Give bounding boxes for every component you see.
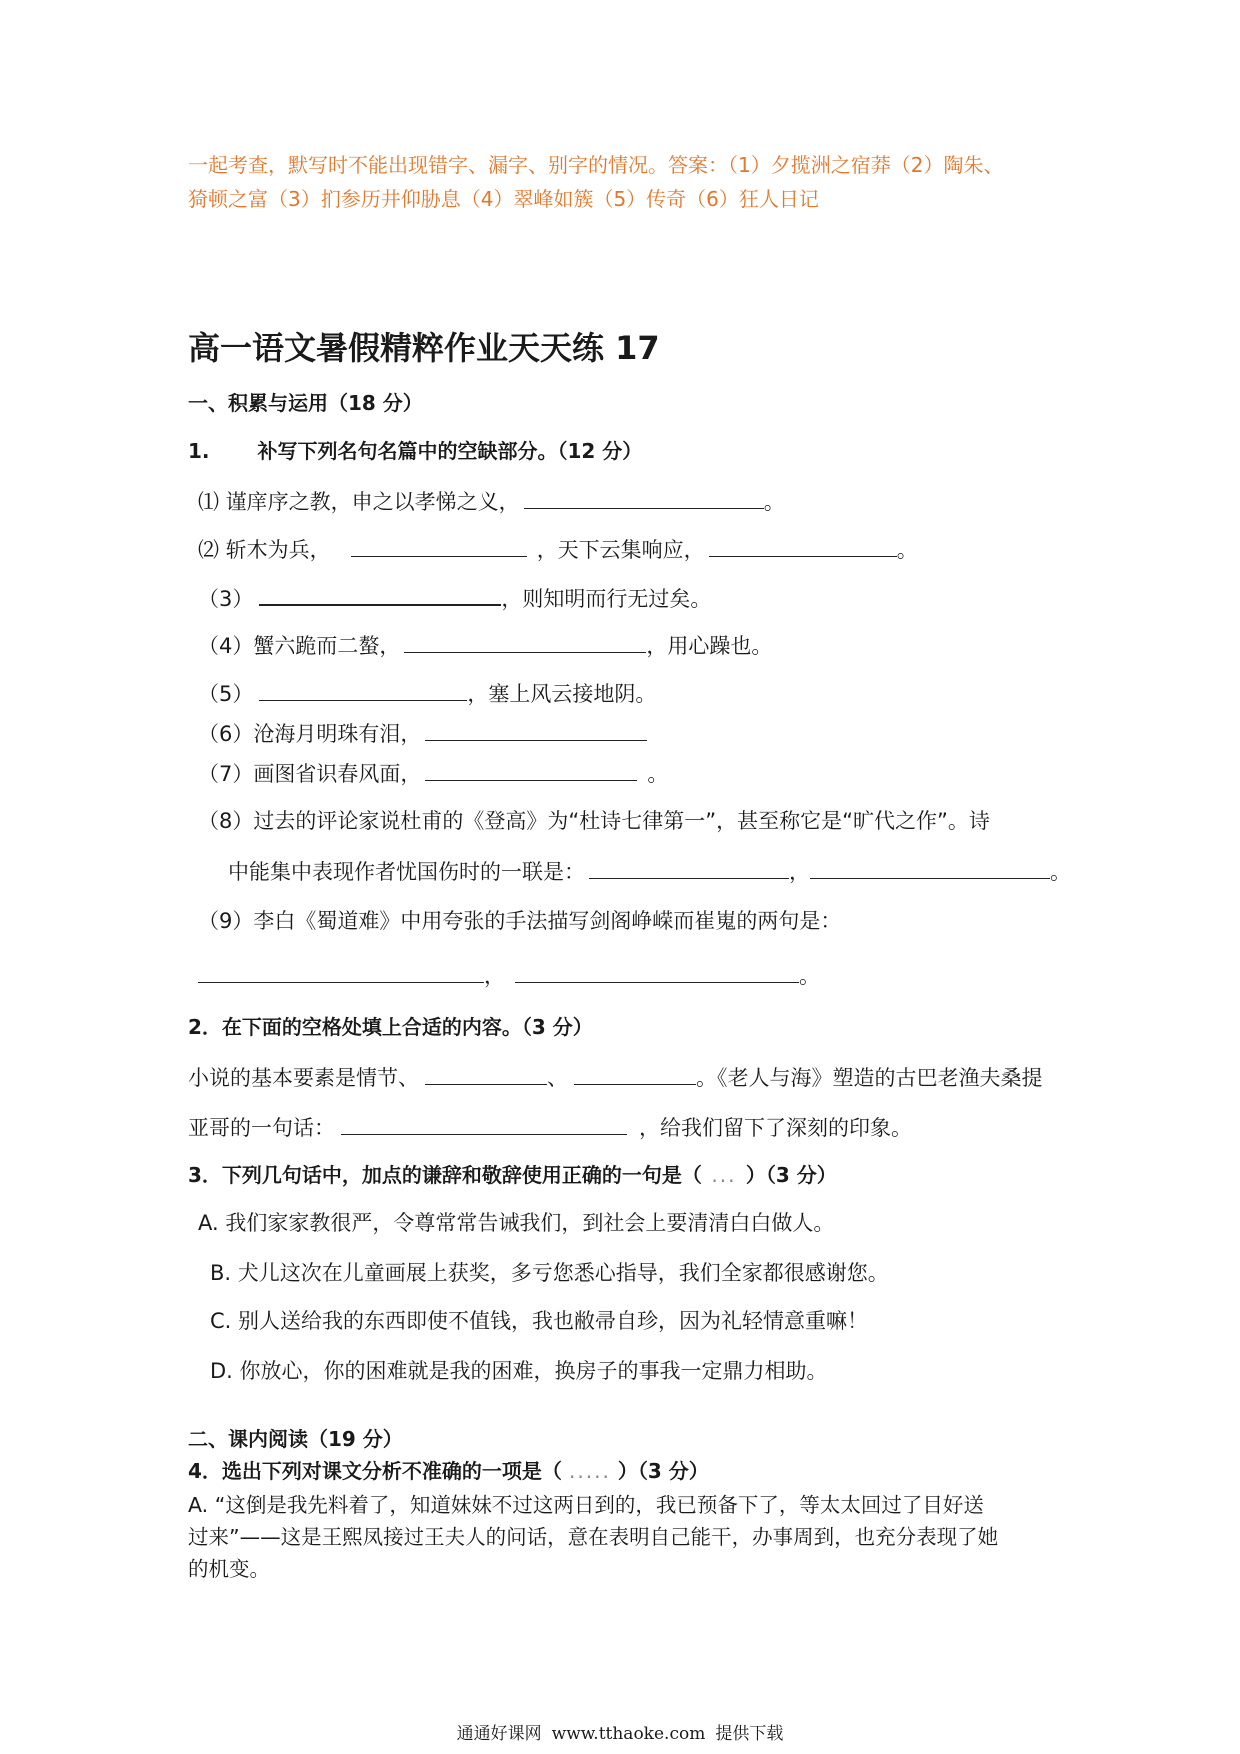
q1-item-8-line-2 bbox=[228, 856, 1071, 887]
q1-item-6-text: （6）沧海月明珠有泪， bbox=[198, 722, 422, 746]
q1-item-4-blank[interactable] bbox=[404, 630, 646, 653]
q1-item-2-mid: ，天下云集响应， bbox=[536, 538, 705, 562]
question-3-stem bbox=[188, 1160, 837, 1190]
question-2-stem: 2．在下面的空格处填上合适的内容。（3 分） bbox=[188, 1015, 593, 1039]
page-title: 高一语文暑假精粹作业天天练 17 bbox=[188, 329, 660, 367]
q2-line-1-end: 。《老人与海》塑造的古巴老渔夫桑提 bbox=[696, 1066, 1043, 1090]
q1-item-9-blank-2[interactable] bbox=[515, 960, 799, 983]
q1-item-2-blank-2[interactable] bbox=[709, 534, 897, 557]
q1-item-7-text: （7）画图省识春风面， bbox=[198, 762, 422, 786]
q2-blank-3[interactable] bbox=[341, 1112, 627, 1135]
question-3-answer-slot[interactable]: ... bbox=[711, 1163, 737, 1187]
q1-item-5-blank[interactable] bbox=[259, 678, 467, 701]
q2-blank-1[interactable] bbox=[425, 1062, 547, 1085]
q1-item-5-text: ，塞上风云接地阴。 bbox=[467, 682, 657, 706]
q1-item-7-blank[interactable] bbox=[425, 758, 637, 781]
q1-item-4-end: ，用心躁也。 bbox=[646, 634, 773, 658]
q1-item-8-blank-1[interactable] bbox=[589, 856, 789, 879]
q1-item-2 bbox=[198, 534, 918, 565]
q2-line-2-text: 亚哥的一句话： bbox=[188, 1116, 335, 1140]
q1-item-9-line-2 bbox=[198, 960, 820, 991]
q1-item-3-blank[interactable] bbox=[259, 582, 501, 606]
q1-item-6-blank[interactable] bbox=[425, 718, 647, 741]
q1-item-8-text: 中能集中表现作者忧国伤时的一联是： bbox=[228, 860, 585, 884]
footer-site-name: 通通好课网 bbox=[456, 1724, 542, 1744]
question-3-text: 3．下列几句话中，加点的谦辞和敬辞使用正确的一句是（ bbox=[188, 1163, 702, 1187]
q1-item-9-line-1: （9）李白《蜀道难》中用夸张的手法描写剑阁峥嵘而崔嵬的两句是： bbox=[198, 909, 842, 933]
q1-item-5-num: （5） bbox=[198, 682, 254, 706]
q3-option-c[interactable]: C. 别人送给我的东西即使不值钱，我也敝帚自珍，因为礼轻情意重嘛！ bbox=[210, 1309, 869, 1333]
q1-item-8-end: 。 bbox=[1050, 860, 1071, 884]
page-footer bbox=[0, 1722, 1240, 1746]
q4-option-a-line-3[interactable]: 的机变。 bbox=[188, 1557, 270, 1581]
q1-item-9-end: 。 bbox=[799, 964, 820, 988]
q1-item-4-text: （4）蟹六跪而二螯， bbox=[198, 634, 401, 658]
q2-line-2 bbox=[188, 1112, 912, 1143]
question-1-text: 补写下列名句名篇中的空缺部分。（12 分） bbox=[257, 439, 643, 463]
q2-line-2-end: ，给我们留下了深刻的印象。 bbox=[639, 1116, 912, 1140]
q1-item-8-comma: ， bbox=[789, 860, 810, 884]
q1-item-9-comma: ， bbox=[484, 964, 505, 988]
q2-line-1-text: 小说的基本要素是情节、 bbox=[188, 1066, 419, 1090]
q3-option-a[interactable]: A. 我们家家教很严，令尊常常告诫我们，到社会上要清清白白做人。 bbox=[198, 1211, 835, 1235]
q1-item-8-blank-2[interactable] bbox=[810, 856, 1050, 879]
q1-item-2-end: 。 bbox=[896, 538, 918, 562]
q1-item-4 bbox=[198, 630, 772, 661]
section-1-heading: 一、积累与运用（18 分） bbox=[188, 391, 423, 415]
question-4-score: ）（3 分） bbox=[617, 1459, 709, 1483]
q2-blank-2[interactable] bbox=[574, 1062, 696, 1085]
q4-option-a-line-2[interactable]: 过来”——这是王熙凤接过王夫人的问话，意在表明自己能干，办事周到，也充分表现了她 bbox=[188, 1525, 999, 1549]
q1-item-1-text: ⑴ 谨庠序之教，申之以孝悌之义， bbox=[198, 490, 520, 514]
q1-item-7 bbox=[198, 758, 668, 789]
q4-option-a-line-1[interactable]: A. “这倒是我先料着了，知道妹妹不过这两日到的，我已预备下了，等太太回过了目好送 bbox=[188, 1493, 984, 1517]
q1-item-1 bbox=[198, 486, 785, 517]
answer-note-line-1: 一起考查，默写时不能出现错字、漏字、别字的情况。答案：（1）夕揽洲之宿莽（2）陶朱、 bbox=[188, 153, 1004, 177]
q1-item-6 bbox=[198, 718, 647, 749]
question-3-score: ）（3 分） bbox=[745, 1163, 837, 1187]
q2-line-1 bbox=[188, 1062, 1043, 1093]
question-4-stem bbox=[188, 1456, 709, 1486]
q1-item-5 bbox=[198, 678, 656, 709]
q1-item-2-blank-1[interactable] bbox=[351, 534, 527, 557]
q3-option-b[interactable]: B. 犬儿这次在儿童画展上获奖，多亏您悉心指导，我们全家都很感谢您。 bbox=[210, 1261, 889, 1285]
q3-option-d[interactable]: D. 你放心，你的困难就是我的困难，换房子的事我一定鼎力相助。 bbox=[210, 1359, 828, 1383]
footer-url[interactable]: www.tthaoke.com bbox=[551, 1724, 706, 1744]
q1-item-1-end: 。 bbox=[763, 490, 785, 514]
question-1-number: 1. bbox=[188, 439, 210, 463]
q1-item-9-blank-1[interactable] bbox=[198, 960, 484, 983]
question-4-answer-slot[interactable]: ..... bbox=[569, 1459, 611, 1483]
q1-item-3-text: ，则知明而行无过矣。 bbox=[501, 587, 712, 611]
q1-item-7-end: 。 bbox=[647, 762, 669, 786]
section-2-heading: 二、课内阅读（19 分） bbox=[188, 1427, 403, 1451]
q2-line-1-sep: 、 bbox=[547, 1066, 568, 1090]
question-4-text: 4．选出下列对课文分析不准确的一项是（ bbox=[188, 1459, 562, 1483]
q1-item-2-text: ⑵ 斩木为兵， bbox=[198, 538, 331, 562]
answer-note-line-2: 猗顿之富（3）扪参历井仰胁息（4）翠峰如簇（5）传奇（6）狂人日记 bbox=[188, 187, 819, 211]
footer-download-note: 提供下载 bbox=[715, 1724, 784, 1744]
q1-item-3-num: （3） bbox=[198, 587, 254, 611]
question-1-stem bbox=[188, 436, 642, 466]
q1-item-1-blank[interactable] bbox=[524, 486, 764, 509]
q1-item-3 bbox=[198, 582, 711, 614]
q1-item-8-line-1: （8）过去的评论家说杜甫的《登高》为“杜诗七律第一”，甚至称它是“旷代之作”。诗 bbox=[198, 809, 990, 833]
